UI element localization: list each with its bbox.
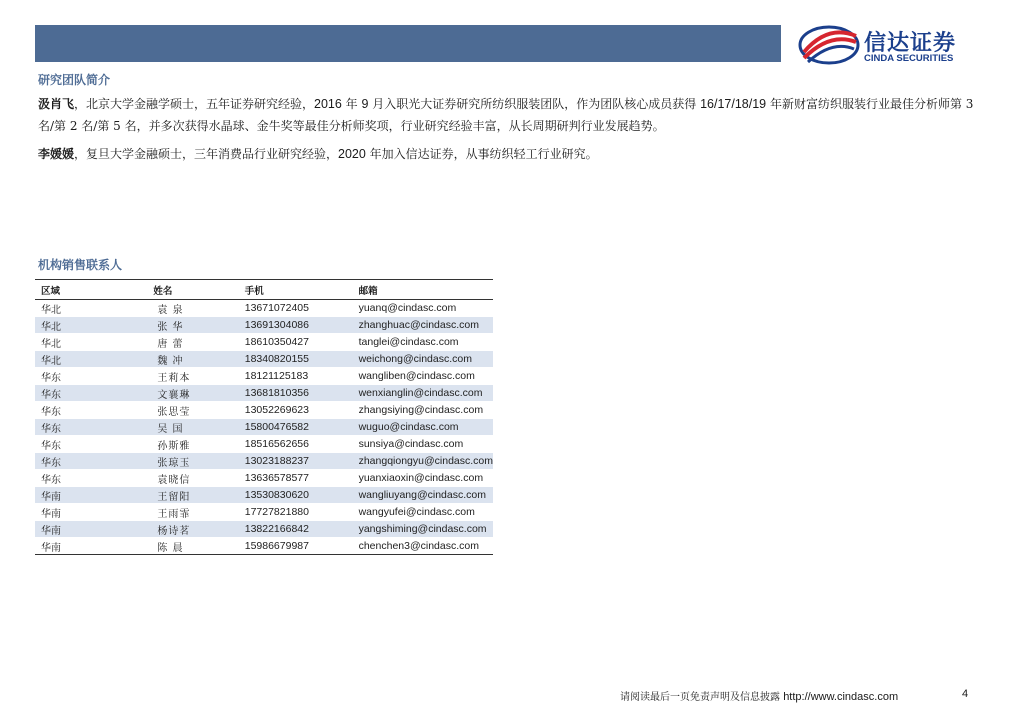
cell-region: 华东 bbox=[35, 402, 99, 419]
footer-disclaimer bbox=[620, 688, 898, 703]
cell-email[interactable]: wuguo@cindasc.com bbox=[353, 419, 493, 436]
cell-email[interactable]: tanglei@cindasc.com bbox=[353, 334, 493, 351]
table-row bbox=[35, 300, 493, 317]
cell-region: 华南 bbox=[35, 487, 99, 504]
logo-name-en: CINDA SECURITIES bbox=[864, 53, 954, 64]
cell-phone: 13671072405 bbox=[239, 300, 353, 317]
logo-name-cn: 信达证券 bbox=[864, 31, 957, 56]
cell-email[interactable]: sunsiya@cindasc.com bbox=[353, 436, 493, 453]
cell-email[interactable]: zhangsiying@cindasc.com bbox=[353, 402, 493, 419]
table-row bbox=[35, 538, 493, 555]
cell-name: 孙斯雅 bbox=[99, 436, 238, 453]
table-row bbox=[35, 402, 493, 419]
cell-phone: 18610350427 bbox=[239, 334, 353, 351]
table-row bbox=[35, 334, 493, 351]
table-row bbox=[35, 453, 493, 470]
bio-number: 2016 bbox=[314, 97, 342, 111]
table-row bbox=[35, 385, 493, 402]
cell-phone: 13052269623 bbox=[239, 402, 353, 419]
col-header-phone: 手机 bbox=[239, 280, 353, 300]
member-name: 李媛媛 bbox=[38, 147, 75, 161]
cell-region: 华南 bbox=[35, 521, 99, 538]
header-bar bbox=[35, 25, 781, 62]
cell-phone: 18340820155 bbox=[239, 351, 353, 368]
cell-name: 王莉本 bbox=[99, 368, 238, 385]
cell-email[interactable]: wangliben@cindasc.com bbox=[353, 368, 493, 385]
cell-email[interactable]: yuanxiaoxin@cindasc.com bbox=[353, 470, 493, 487]
col-header-name: 姓名 bbox=[99, 280, 238, 300]
sales-section-title: 机构销售联系人 bbox=[38, 258, 123, 272]
cell-email[interactable]: yuanq@cindasc.com bbox=[353, 300, 493, 317]
member-name: 汲肖飞 bbox=[38, 97, 75, 111]
bio-text: 年加入信达证券，从事纺织轻工行业研究。 bbox=[365, 147, 598, 161]
cell-region: 华东 bbox=[35, 436, 99, 453]
cell-name: 吴 国 bbox=[99, 419, 238, 436]
cell-name: 文襄琳 bbox=[99, 385, 238, 402]
team-section-title: 研究团队简介 bbox=[38, 73, 111, 87]
cell-email[interactable]: wenxianglin@cindasc.com bbox=[353, 385, 493, 402]
cinda-logo bbox=[798, 22, 978, 68]
cell-phone: 13681810356 bbox=[239, 385, 353, 402]
sales-contacts-table bbox=[35, 279, 493, 555]
cell-name: 唐 蕾 bbox=[99, 334, 238, 351]
team-member-bio bbox=[38, 143, 988, 165]
bio-text: 年新财富纺织服装行业最佳分析师第 3 名/第 2 名/第 5 名，并多次获得水晶球、金牛奖等最佳分析师奖项，行业研究经验丰富，从长周期研判行业发展趋势。 bbox=[38, 97, 974, 133]
bio-number: 9 bbox=[361, 97, 369, 111]
bio-number: 2020 bbox=[338, 147, 366, 161]
cell-phone: 13636578577 bbox=[239, 470, 353, 487]
table-row bbox=[35, 504, 493, 521]
table-row bbox=[35, 368, 493, 385]
cell-email[interactable]: wangyufei@cindasc.com bbox=[353, 504, 493, 521]
bio-text: ，复旦大学金融硕士，三年消费品行业研究经验， bbox=[74, 147, 339, 161]
bio-text: ，北京大学金融学硕士，五年证券研究经验， bbox=[74, 97, 315, 111]
cell-phone: 13822166842 bbox=[239, 521, 353, 538]
cinda-logo-icon bbox=[798, 22, 860, 68]
cell-email[interactable]: weichong@cindasc.com bbox=[353, 351, 493, 368]
cell-phone: 13691304086 bbox=[239, 317, 353, 334]
team-member-bio bbox=[38, 93, 988, 137]
cell-name: 陈 晨 bbox=[99, 538, 238, 555]
table-row bbox=[35, 419, 493, 436]
cell-region: 华北 bbox=[35, 351, 99, 368]
cell-phone: 18121125183 bbox=[239, 368, 353, 385]
cell-phone: 13023188237 bbox=[239, 453, 353, 470]
cell-region: 华北 bbox=[35, 317, 99, 334]
table-row bbox=[35, 351, 493, 368]
bio-text: 年 bbox=[341, 97, 362, 111]
cell-name: 魏 冲 bbox=[99, 351, 238, 368]
cell-name: 杨诗茗 bbox=[99, 521, 238, 538]
table-row bbox=[35, 521, 493, 538]
disclaimer-text[interactable]: 请阅读最后一页免责声明及信息披露 bbox=[620, 692, 780, 703]
table-row bbox=[35, 317, 493, 334]
cell-name: 王留阳 bbox=[99, 487, 238, 504]
cell-name: 王雨霏 bbox=[99, 504, 238, 521]
cell-name: 袁 泉 bbox=[99, 300, 238, 317]
cell-email[interactable]: wangliuyang@cindasc.com bbox=[353, 487, 493, 504]
page-number: 4 bbox=[962, 688, 969, 700]
cell-email[interactable]: yangshiming@cindasc.com bbox=[353, 521, 493, 538]
bio-text: 月入职光大证券研究所纺织服装团队，作为团队核心成员获得 bbox=[368, 97, 701, 111]
cell-region: 华东 bbox=[35, 368, 99, 385]
cell-phone: 18516562656 bbox=[239, 436, 353, 453]
cell-phone: 17727821880 bbox=[239, 504, 353, 521]
cell-region: 华东 bbox=[35, 385, 99, 402]
col-header-region: 区域 bbox=[35, 280, 99, 300]
cell-email[interactable]: zhangqiongyu@cindasc.com bbox=[353, 453, 493, 470]
cell-email[interactable]: zhanghuac@cindasc.com bbox=[353, 317, 493, 334]
cell-name: 张思莹 bbox=[99, 402, 238, 419]
cell-region: 华南 bbox=[35, 504, 99, 521]
cell-region: 华东 bbox=[35, 470, 99, 487]
cell-region: 华北 bbox=[35, 334, 99, 351]
cell-region: 华北 bbox=[35, 300, 99, 317]
cell-phone: 13530830620 bbox=[239, 487, 353, 504]
table-row bbox=[35, 436, 493, 453]
table-row bbox=[35, 470, 493, 487]
cell-email[interactable]: chenchen3@cindasc.com bbox=[353, 538, 493, 555]
bio-number: 16/17/18/19 bbox=[700, 97, 767, 111]
cell-phone: 15986679987 bbox=[239, 538, 353, 555]
cell-region: 华东 bbox=[35, 453, 99, 470]
table-header-row bbox=[35, 280, 493, 300]
cell-region: 华东 bbox=[35, 419, 99, 436]
cell-region: 华南 bbox=[35, 538, 99, 555]
table-row bbox=[35, 487, 493, 504]
website-link[interactable]: http://www.cindasc.com bbox=[783, 691, 899, 703]
cell-phone: 15800476582 bbox=[239, 419, 353, 436]
cell-name: 袁晓信 bbox=[99, 470, 238, 487]
col-header-email: 邮箱 bbox=[353, 280, 493, 300]
cell-name: 张琼玉 bbox=[99, 453, 238, 470]
cell-name: 张 华 bbox=[99, 317, 238, 334]
